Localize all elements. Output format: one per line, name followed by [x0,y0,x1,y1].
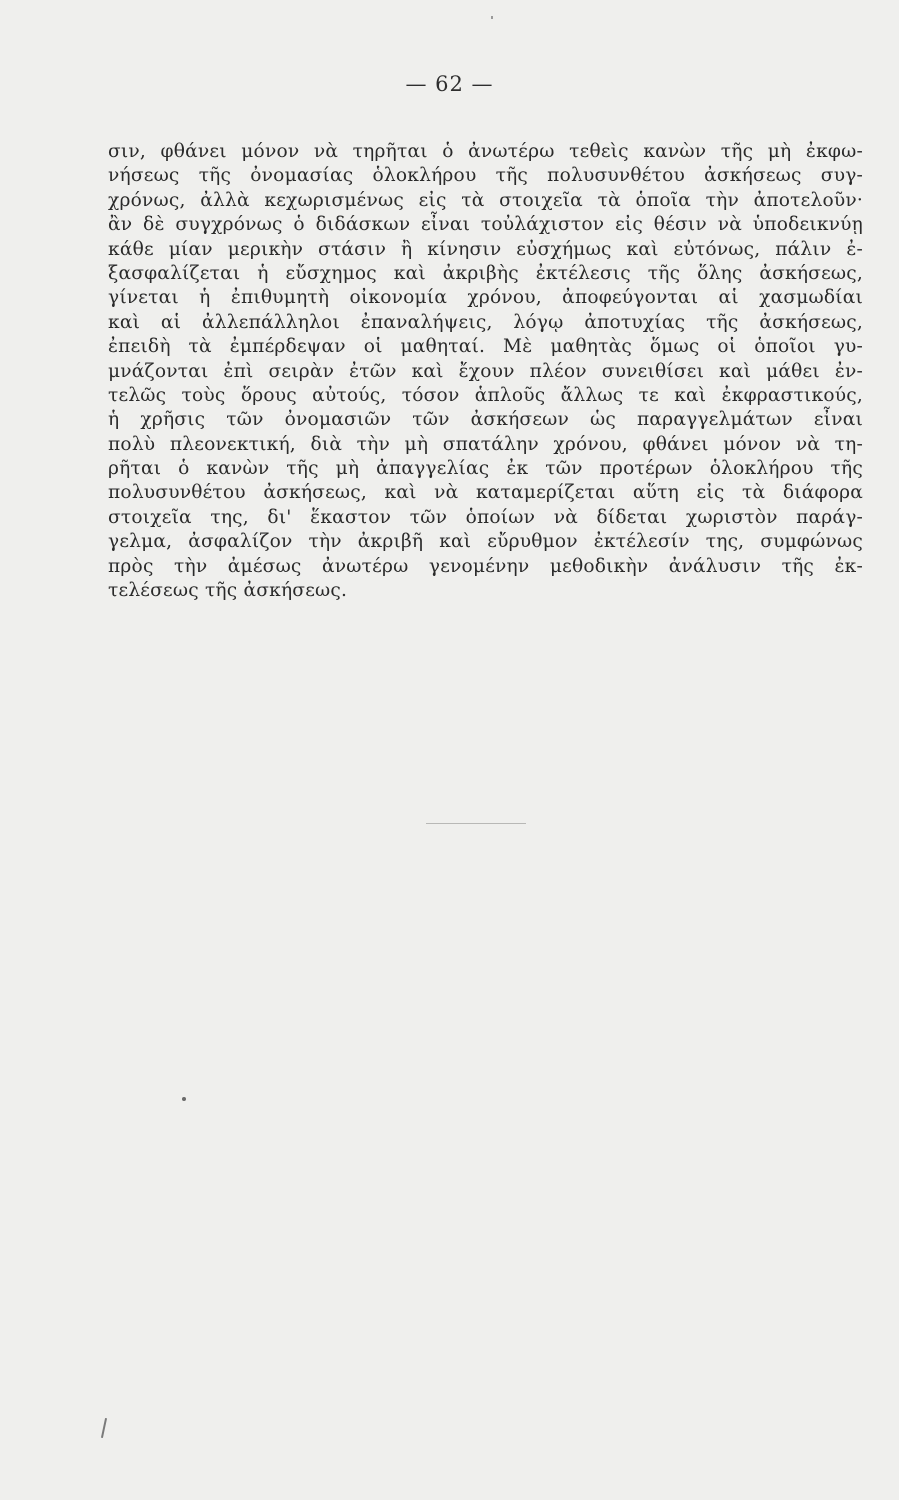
text-line: ἂν δὲ συγχρόνως ὁ διδάσκων εἶναι τοὐλάχιστον εἰς θέσιν νὰ ὑποδεικνύῃ [108,214,863,236]
text-line: πολυσυνθέτου ἀσκήσεως, καὶ νὰ καταμερίζεται αὕτη εἰς τὰ διάφορα [108,482,863,504]
text-line: γίνεται ἡ ἐπιθυμητὴ οἰκονομία χρόνου, ἀποφεύγονται αἱ χασμωδίαι [108,287,863,309]
paper-speck [182,1097,186,1101]
text-line: πολὺ πλεονεκτική, διὰ τὴν μὴ σπατάλην χρόνου, φθάνει μόνον νὰ τη- [108,433,863,455]
text-line: σιν, φθάνει μόνον νὰ τηρῆται ὁ ἀνωτέρω τεθεὶς κανὼν τῆς μὴ ἐκφω- [108,141,863,162]
text-line: ἡ χρῆσις τῶν ὀνομασιῶν τῶν ἀσκήσεων ὡς παραγγελμάτων εἶναι [108,409,863,431]
page-number: — 62 — [405,72,494,96]
text-line: ξασφαλίζεται ἡ εὔσχημος καὶ ἀκριβὴς ἐκτέλεσις τῆς ὅλης ἀσκήσεως, [108,262,863,284]
text-line: στοιχεῖα της, δι' ἕκαστον τῶν ὁποίων νὰ δίδεται χωριστὸν παράγ- [108,506,863,528]
section-divider [426,823,526,824]
text-line: πρὸς τὴν ἀμέσως ἀνωτέρω γενομένην μεθοδικὴν ἀνάλυσιν τῆς ἐκ- [108,555,863,577]
text-line: τελέσεως τῆς ἀσκήσεως. [108,580,348,602]
margin-mark [101,1418,107,1438]
text-line: καὶ αἱ ἀλλεπάλληλοι ἐπαναλήψεις, λόγῳ ἀποτυχίας τῆς ἀσκήσεως, [108,311,863,333]
text-line: κάθε μίαν μερικὴν στάσιν ἢ κίνησιν εὐσχήμως καὶ εὐτόνως, πάλιν ἐ- [108,238,863,260]
text-line: μνάζονται ἐπὶ σειρὰν ἐτῶν καὶ ἔχουν πλέον συνειθίσει καὶ μάθει ἐν- [108,360,863,382]
text-line: γελμα, ἀσφαλίζον τὴν ἀκριβῆ καὶ εὔρυθμον ἐκτέλεσίν της, συμφώνως [108,531,863,553]
text-line: ἐπειδὴ τὰ ἐμπέρδεψαν οἱ μαθηταί. Μὲ μαθητὰς ὅμως οἱ ὁποῖοι γυ- [108,336,863,358]
text-line: νήσεως τῆς ὀνομασίας ὁλοκλήρου τῆς πολυσυνθέτου ἀσκήσεως συγ- [108,165,863,187]
text-line: χρόνως, ἀλλὰ κεχωρισμένως εἰς τὰ στοιχεῖα τὰ ὁποῖα τὴν ἀποτελοῦν· [108,189,863,211]
body-paragraph [108,140,863,603]
text-line: ρῆται ὁ κανὼν τῆς μὴ ἀπαγγελίας ἐκ τῶν προτέρων ὁλοκλήρου τῆς [108,458,863,480]
text-line: τελῶς τοὺς ὅρους αὐτούς, τόσον ἁπλοῦς ἄλλως τε καὶ ἐκφραστικούς, [108,384,863,406]
paper-speck [491,16,493,19]
